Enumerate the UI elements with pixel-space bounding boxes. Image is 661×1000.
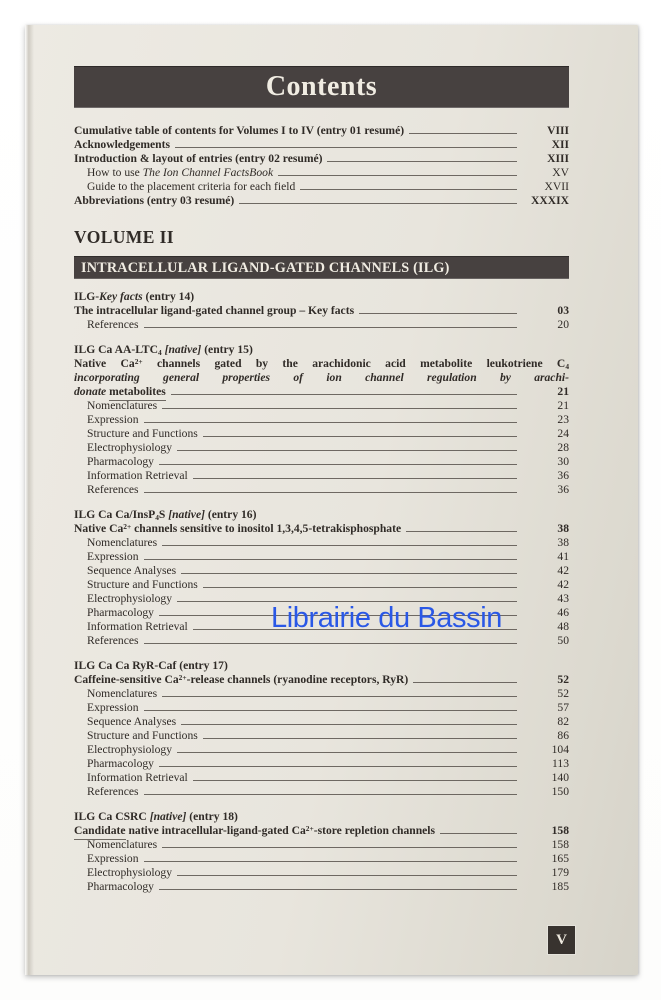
page-ref: 42	[557, 564, 569, 577]
toc-row	[74, 578, 569, 592]
toc-row	[74, 771, 569, 785]
toc-label: Candidate native intracellular-ligand-gated $Ca^{2+}$-store repletion channels	[74, 824, 435, 838]
leader-line	[162, 847, 517, 848]
leader-line	[359, 313, 517, 314]
leader-line	[162, 545, 517, 546]
page-ref: 36	[557, 483, 569, 496]
page-ref: 86	[557, 729, 569, 742]
page-number-box	[548, 926, 575, 954]
bookseller-watermark: Librairie du Bassin	[271, 602, 502, 634]
toc-row	[74, 838, 569, 852]
toc-row	[74, 715, 569, 729]
toc-row	[74, 194, 569, 208]
page-ref: 23	[557, 413, 569, 426]
leader-line	[144, 492, 518, 493]
toc-label: Pharmacology	[87, 606, 154, 619]
entry-heading: ILG Ca $AA-LTC_4$ [native] (entry 15)	[74, 343, 253, 357]
toc-row	[74, 469, 569, 483]
entry-title-row	[74, 304, 569, 318]
toc-row	[74, 413, 569, 427]
toc-label: Electrophysiology	[87, 592, 173, 605]
leader-line	[406, 531, 517, 532]
leader-line	[144, 643, 518, 644]
entry-heading: ILG Ca Ca/InsP$_4$S [native] (entry 16)	[74, 508, 257, 522]
toc-label: Pharmacology	[87, 757, 154, 770]
page-ref: 48	[557, 620, 569, 633]
toc-row	[74, 138, 569, 152]
toc-row	[74, 441, 569, 455]
section-heading: INTRACELLULAR LIGAND-GATED CHANNELS (ILG)	[81, 259, 450, 276]
page-content	[74, 66, 569, 894]
leader-line	[144, 559, 517, 560]
toc-label: Expression	[87, 550, 139, 563]
page-ref: 52	[557, 687, 569, 700]
toc-label: Structure and Functions	[87, 427, 198, 440]
toc-row	[74, 318, 569, 332]
toc-row	[74, 427, 569, 441]
page-ref: 21	[557, 399, 569, 412]
page-ref: 30	[557, 455, 569, 468]
leader-line	[159, 464, 517, 465]
leader-line	[300, 189, 517, 190]
leader-line	[171, 394, 517, 395]
leader-line	[203, 436, 517, 437]
toc-entry	[74, 343, 569, 497]
page-ref: 150	[551, 785, 569, 798]
toc-label: Abbreviations (entry 03 resumé)	[74, 194, 235, 207]
toc-row	[74, 399, 569, 413]
page-ref: 41	[557, 550, 569, 563]
page-ref: 38	[557, 522, 569, 535]
toc-row	[74, 124, 569, 138]
toc-label: Native $Ca^{2+}$ channels sensitive to inositol 1,3,4,5-tetrakisphosphate	[74, 521, 402, 535]
toc-label: Electrophysiology	[87, 743, 173, 756]
front-matter-list	[74, 124, 569, 208]
toc-row	[74, 180, 569, 194]
toc-label: Pharmacology	[87, 880, 154, 893]
leader-line	[203, 738, 517, 739]
leader-line	[175, 147, 517, 148]
page-spine-edge	[25, 25, 34, 975]
page-number: V	[556, 931, 567, 948]
toc-entry	[74, 810, 569, 894]
toc-label: Nomenclatures	[87, 399, 158, 412]
page-ref: 158	[551, 838, 569, 851]
page-ref: 104	[551, 743, 569, 756]
entry-title-line: incorporating general properties of ion channel regulation by arachi-	[74, 371, 569, 384]
toc-label: Pharmacology	[87, 455, 154, 468]
page-ref: 158	[551, 824, 569, 837]
page-ref: VIII	[547, 124, 569, 137]
page-ref: 24	[557, 427, 569, 440]
toc-row	[74, 455, 569, 469]
toc-row	[74, 550, 569, 564]
toc-entry	[74, 290, 569, 332]
page-ref: 179	[551, 866, 569, 879]
page-ref: 185	[551, 880, 569, 893]
toc-row	[74, 483, 569, 497]
leader-line	[327, 161, 517, 162]
volume-heading: VOLUME II	[74, 227, 174, 247]
page-ref: 140	[551, 771, 569, 784]
toc-label: donate metabolites	[74, 385, 166, 399]
page-ref: 20	[557, 318, 569, 331]
page-ref: 82	[557, 715, 569, 728]
toc-label: Information Retrieval	[87, 771, 188, 784]
entry-title-row	[74, 824, 569, 838]
toc-label: Information Retrieval	[87, 469, 188, 482]
leader-line	[144, 422, 517, 423]
leader-line	[239, 203, 517, 204]
toc-label: References	[87, 785, 139, 798]
toc-label: References	[87, 483, 139, 496]
page-ref: 57	[557, 701, 569, 714]
contents-header-bar	[74, 66, 569, 108]
toc-label: Expression	[87, 852, 139, 865]
entry-title-row	[74, 522, 569, 536]
toc-label: Sequence Analyses	[87, 715, 177, 728]
toc-label: Nomenclatures	[87, 838, 158, 851]
toc-row	[74, 634, 569, 648]
entry-heading: ILG-Key facts (entry 14)	[74, 290, 195, 303]
page-ref: 43	[557, 592, 569, 605]
leader-line	[159, 766, 517, 767]
leader-line	[181, 724, 517, 725]
leader-line	[193, 478, 517, 479]
toc-row	[74, 880, 569, 894]
leader-line	[181, 573, 517, 574]
leader-line	[413, 682, 517, 683]
leader-line	[177, 450, 517, 451]
leader-line	[144, 861, 517, 862]
leader-line	[409, 133, 517, 134]
toc-label: Acknowledgements	[74, 138, 170, 151]
page-ref: 03	[557, 304, 569, 317]
toc-label: Nomenclatures	[87, 687, 158, 700]
toc-label: Nomenclatures	[87, 536, 158, 549]
leader-line	[159, 889, 517, 890]
page-ref: 36	[557, 469, 569, 482]
page-ref: 42	[557, 578, 569, 591]
toc-label: Sequence Analyses	[87, 564, 177, 577]
entry-title-line: Native $Ca^{2+}$ channels gated by the arachidonic acid metabolite leukotriene $C_4$	[74, 356, 570, 371]
page-ref: XVII	[544, 180, 569, 193]
toc-row	[74, 852, 569, 866]
toc-row	[74, 166, 569, 180]
page-ref: 28	[557, 441, 569, 454]
toc-label: Structure and Functions	[87, 729, 198, 742]
toc-label: Expression	[87, 701, 139, 714]
leader-line	[162, 696, 517, 697]
toc-label: References	[87, 318, 139, 331]
toc-row	[74, 536, 569, 550]
page-ref: XII	[551, 138, 569, 151]
page-ref: 21	[557, 385, 569, 398]
toc-label: Cumulative table of contents for Volumes I to IV (entry 01 resumé)	[74, 124, 405, 137]
section-heading-bar	[74, 256, 569, 279]
toc-row	[74, 729, 569, 743]
leader-line	[162, 408, 517, 409]
toc-row	[74, 757, 569, 771]
page-ref: XIII	[547, 152, 569, 165]
leader-line	[144, 794, 518, 795]
toc-row	[74, 564, 569, 578]
toc-label: The intracellular ligand-gated channel group – Key facts	[74, 304, 355, 317]
entries-list	[74, 290, 569, 894]
page-ref: 113	[552, 757, 569, 770]
page-ref: 38	[557, 536, 569, 549]
toc-label: Expression	[87, 413, 139, 426]
page-ref: XXXIX	[530, 194, 569, 207]
toc-label: Introduction & layout of entries (entry 02 resumé)	[74, 152, 323, 165]
page-ref: 52	[557, 673, 569, 686]
toc-row	[74, 866, 569, 880]
toc-label: References	[87, 634, 139, 647]
entry-heading: ILG Ca CSRC [native] (entry 18)	[74, 810, 238, 823]
leader-line	[193, 780, 517, 781]
toc-label: Caffeine-sensitive $Ca^{2+}$-release channels (ryanodine receptors, RyR)	[74, 672, 409, 686]
page-ref: 165	[551, 852, 569, 865]
page-title: Contents	[265, 71, 378, 102]
toc-label: How to use The Ion Channel FactsBook	[87, 166, 274, 179]
leader-line	[440, 833, 517, 834]
page-ref: XV	[552, 166, 569, 179]
toc-row	[74, 687, 569, 701]
toc-entry	[74, 659, 569, 799]
entry-heading: ILG Ca Ca RyR-Caf (entry 17)	[74, 659, 228, 672]
toc-label: Guide to the placement criteria for each field	[87, 180, 296, 193]
leader-line	[177, 752, 517, 753]
toc-row	[74, 785, 569, 799]
toc-label: Information Retrieval	[87, 620, 188, 633]
toc-row	[74, 743, 569, 757]
toc-row	[74, 701, 569, 715]
leader-line	[144, 327, 518, 328]
page-ref: 50	[557, 634, 569, 647]
toc-label: Electrophysiology	[87, 441, 173, 454]
page-ref: 46	[557, 606, 569, 619]
leader-line	[144, 710, 517, 711]
book-page	[25, 25, 638, 975]
leader-line	[203, 587, 517, 588]
toc-label: Structure and Functions	[87, 578, 198, 591]
toc-label: Electrophysiology	[87, 866, 173, 879]
entry-title-row	[74, 673, 569, 687]
entry-title-row	[74, 385, 569, 399]
leader-line	[177, 875, 517, 876]
leader-line	[278, 175, 517, 176]
toc-row	[74, 152, 569, 166]
